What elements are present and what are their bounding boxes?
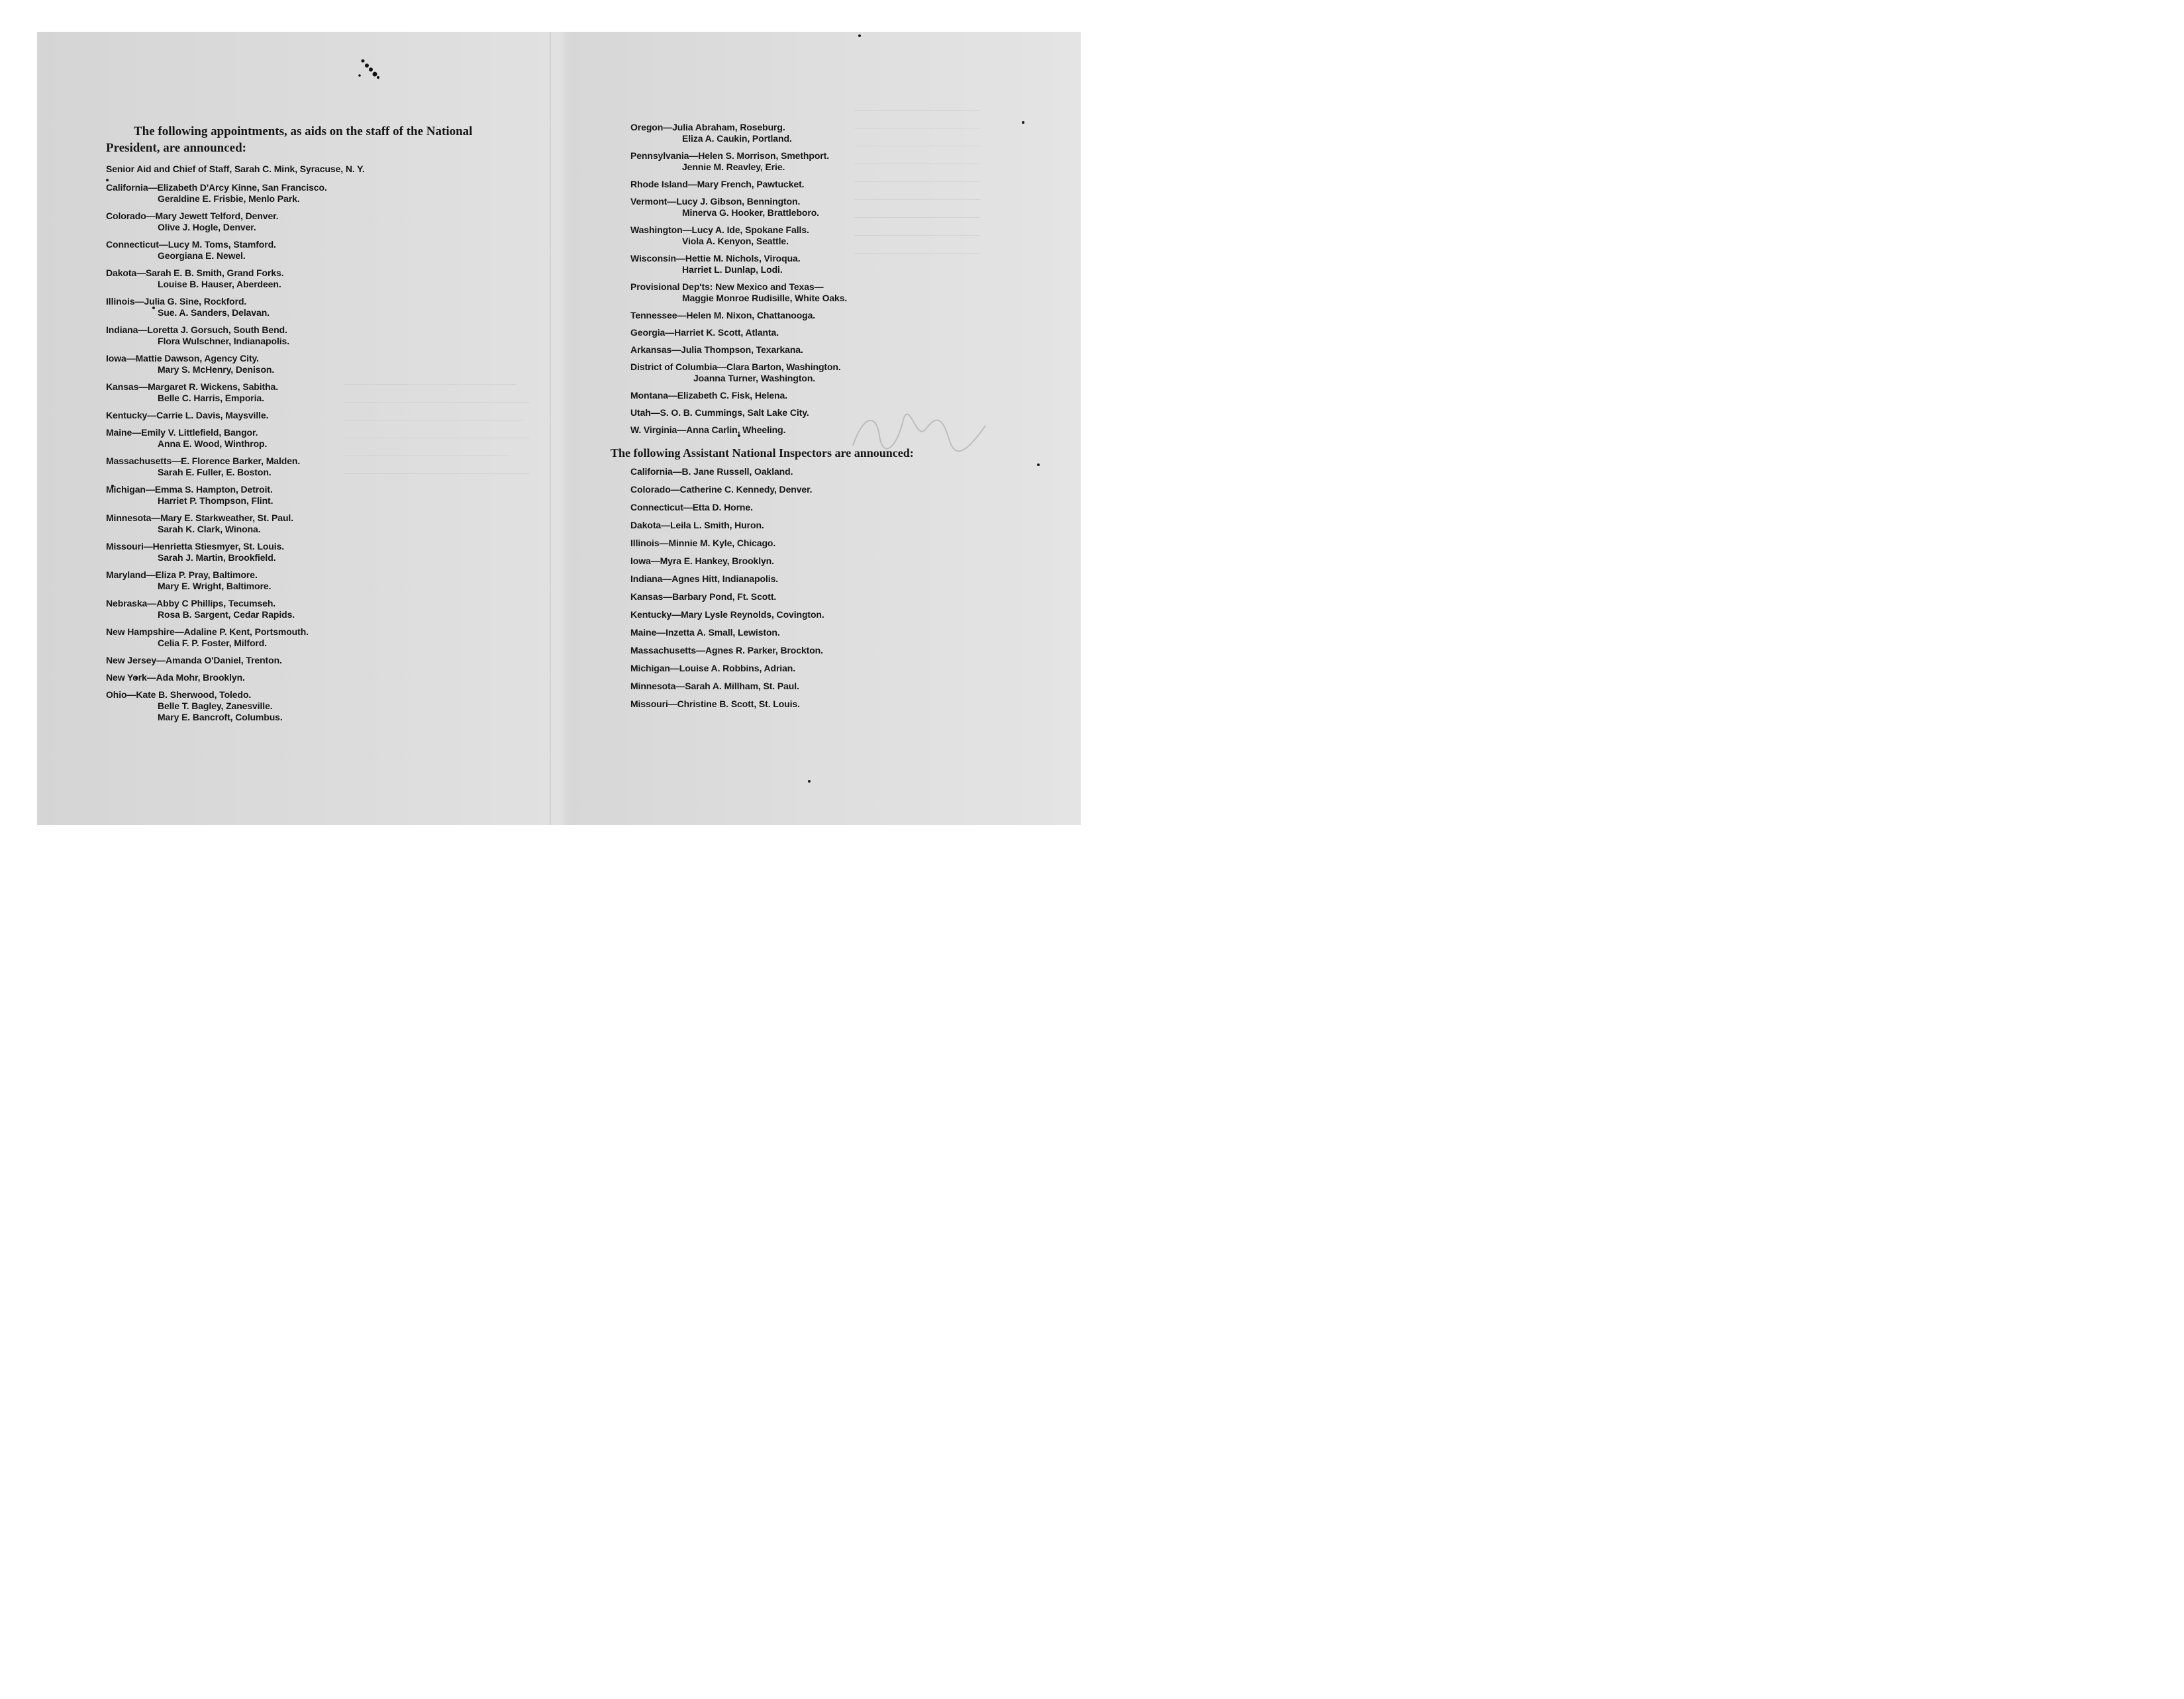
roster-entry-line: Massachusetts—E. Florence Barker, Malden. [106,456,301,466]
roster-entry [106,672,503,683]
inspector-entry: Connecticut—Etta D. Horne. [630,502,753,512]
roster-entry-line: Provisional Dep'ts: New Mexico and Texas— [630,281,824,292]
roster-entry-line: Maryland—Eliza P. Pray, Baltimore. [106,569,258,580]
roster-entry [106,512,503,535]
inspectors-heading: The following Assistant National Inspectors are announced: [611,446,914,460]
roster-entry-continuation: Geraldine E. Frisbie, Menlo Park. [158,193,300,204]
roster-entry [106,182,503,205]
roster-entry-line: Utah—S. O. B. Cummings, Salt Lake City. [630,407,809,418]
inspector-entry: Iowa—Myra E. Hankey, Brooklyn. [630,556,774,566]
roster-entry-line: Iowa—Mattie Dawson, Agency City. [106,353,259,364]
roster-entry-line: Colorado—Mary Jewett Telford, Denver. [106,211,279,221]
roster-entry-continuation: Flora Wulschner, Indianapolis. [158,336,290,346]
roster-entry [630,253,1041,275]
roster-entry [106,381,503,404]
roster-entry-line: New Jersey—Amanda O'Daniel, Trenton. [106,655,282,665]
roster-entry-continuation: Georgiana E. Newel. [158,250,246,261]
roster-entry-line: Ohio—Kate B. Sherwood, Toledo. [106,689,252,700]
roster-entry-line: Kansas—Margaret R. Wickens, Sabitha. [106,381,279,392]
inspector-entry: Maine—Inzetta A. Small, Lewiston. [630,627,780,638]
roster-entry [630,122,1041,144]
inspector-entry: Kentucky—Mary Lysle Reynolds, Covington. [630,609,824,620]
inspector-entry: California—B. Jane Russell, Oakland. [630,466,793,477]
roster-entry-line: Oregon—Julia Abraham, Roseburg. [630,122,785,132]
roster-entry [630,179,1041,190]
roster-entry [106,484,503,507]
staff-aids-list [106,164,503,723]
inspector-entry: Illinois—Minnie M. Kyle, Chicago. [630,538,776,548]
speck [858,34,861,37]
roster-entry [106,541,503,563]
roster-entry [106,427,503,450]
roster-entry-continuation: Sarah K. Clark, Winona. [158,524,261,534]
roster-entry-continuation: Sarah E. Fuller, E. Boston. [158,467,272,477]
roster-entry [630,407,1041,418]
roster-entry-continuation: Olive J. Hogle, Denver. [158,222,256,232]
roster-entry-continuation: Sarah J. Martin, Brookfield. [158,552,276,563]
roster-entry [630,327,1041,338]
assistant-inspectors-list [630,466,1041,710]
roster-entry-continuation: Maggie Monroe Rudisille, White Oaks. [682,293,848,303]
roster-entry-continuation: Mary E. Wright, Baltimore. [158,581,272,591]
inspector-entry: Kansas—Barbary Pond, Ft. Scott. [630,591,777,602]
roster-entry-line: Minnesota—Mary E. Starkweather, St. Paul. [106,512,293,523]
roster-entry [106,296,503,318]
left-page [106,123,503,729]
roster-entry [630,281,1041,304]
inspector-entry: Massachusetts—Agnes R. Parker, Brockton. [630,645,823,655]
roster-entry-continuation: Mary E. Bancroft, Columbus. [158,712,283,722]
roster-entry-line: Rhode Island—Mary French, Pawtucket. [630,179,805,189]
roster-entry-line: Pennsylvania—Helen S. Morrison, Smethport. [630,150,829,161]
roster-entry-continuation: Viola A. Kenyon, Seattle. [682,236,789,246]
roster-entry [106,267,503,290]
roster-entry [106,353,503,375]
roster-entry [106,598,503,620]
roster-entry-line: Vermont—Lucy J. Gibson, Bennington. [630,196,801,207]
roster-entry [630,150,1041,173]
roster-entry [630,362,1041,384]
roster-entry [106,410,503,421]
roster-entry-line: New York—Ada Mohr, Brooklyn. [106,672,245,683]
roster-entry [630,224,1041,247]
inspector-entry: Michigan—Louise A. Robbins, Adrian. [630,663,796,673]
roster-entry [630,424,1041,436]
roster-entry-line: Senior Aid and Chief of Staff, Sarah C. Mink, Syracuse, N. Y. [106,164,365,174]
right-page [611,122,1041,716]
speck [808,780,811,783]
roster-entry-line: Georgia—Harriet K. Scott, Atlanta. [630,327,779,338]
roster-entry-line: Kentucky—Carrie L. Davis, Maysville. [106,410,269,420]
roster-entry [106,689,503,723]
roster-entry [106,456,503,478]
roster-entry-line: Connecticut—Lucy M. Toms, Stamford. [106,239,276,250]
roster-entry [106,569,503,592]
roster-entry-continuation: Mary S. McHenry, Denison. [158,364,275,375]
roster-entry-line: Montana—Elizabeth C. Fisk, Helena. [630,390,787,401]
roster-entry-line: Michigan—Emma S. Hampton, Detroit. [106,484,273,495]
inspector-entry: Dakota—Leila L. Smith, Huron. [630,520,764,530]
roster-entry-line: Indiana—Loretta J. Gorsuch, South Bend. [106,324,287,335]
roster-entry-line: California—Elizabeth D'Arcy Kinne, San Francisco. [106,182,327,193]
roster-entry [106,324,503,347]
roster-entry [106,164,503,175]
roster-entry-continuation: Belle C. Harris, Emporia. [158,393,264,403]
roster-entry-line: Arkansas—Julia Thompson, Texarkana. [630,344,803,355]
roster-entry [106,626,503,649]
roster-entry [106,655,503,666]
inspector-entry: Colorado—Catherine C. Kennedy, Denver. [630,484,813,495]
roster-entry-line: Dakota—Sarah E. B. Smith, Grand Forks. [106,267,284,278]
roster-entry [106,239,503,262]
roster-entry-line: W. Virginia—Anna Carlin, Wheeling. [630,424,786,435]
roster-entry-line: Tennessee—Helen M. Nixon, Chattanooga. [630,310,816,320]
roster-entry-line: Illinois—Julia G. Sine, Rockford. [106,296,247,307]
page-fold [550,32,552,825]
roster-entry-continuation: Harriet L. Dunlap, Lodi. [682,264,783,275]
roster-entry-continuation: Joanna Turner, Washington. [693,373,816,383]
roster-entry-line: Missouri—Henrietta Stiesmyer, St. Louis. [106,541,285,552]
roster-entry [630,390,1041,401]
roster-entry-continuation: Belle T. Bagley, Zanesville. [158,701,273,711]
roster-entry-continuation: Rosa B. Sargent, Cedar Rapids. [158,609,295,620]
roster-entry-line: Washington—Lucy A. Ide, Spokane Falls. [630,224,809,235]
roster-entry-continuation: Celia F. P. Foster, Milford. [158,638,267,648]
roster-entry [106,211,503,233]
roster-entry-continuation: Anna E. Wood, Winthrop. [158,438,268,449]
roster-entry [630,344,1041,356]
inspector-entry: Missouri—Christine B. Scott, St. Louis. [630,699,800,709]
roster-entry-continuation: Louise B. Hauser, Aberdeen. [158,279,281,289]
ink-flourish [358,56,391,82]
roster-entry-line: District of Columbia—Clara Barton, Washington. [630,362,841,372]
roster-entry-line: Nebraska—Abby C Phillips, Tecumseh. [106,598,276,608]
roster-entry-continuation: Sue. A. Sanders, Delavan. [158,307,270,318]
roster-entry-line: Maine—Emily V. Littlefield, Bangor. [106,427,258,438]
scanned-document [0,0,1092,850]
roster-entry-continuation: Jennie M. Reavley, Erie. [682,162,785,172]
inspector-entry: Indiana—Agnes Hitt, Indianapolis. [630,573,779,584]
roster-entry-continuation: Harriet P. Thompson, Flint. [158,495,273,506]
staff-aids-list-continued [630,122,1041,436]
inspector-entry: Minnesota—Sarah A. Millham, St. Paul. [630,681,799,691]
staff-appointments-intro: The following appointments, as aids on the staff of the National President, are announced: [106,124,473,155]
roster-entry-line: Wisconsin—Hettie M. Nichols, Viroqua. [630,253,801,264]
roster-entry-line: New Hampshire—Adaline P. Kent, Portsmouth. [106,626,309,637]
roster-entry-continuation: Eliza A. Caukin, Portland. [682,133,792,144]
roster-entry [630,310,1041,321]
roster-entry [630,196,1041,218]
roster-entry-continuation: Minerva G. Hooker, Brattleboro. [682,207,819,218]
